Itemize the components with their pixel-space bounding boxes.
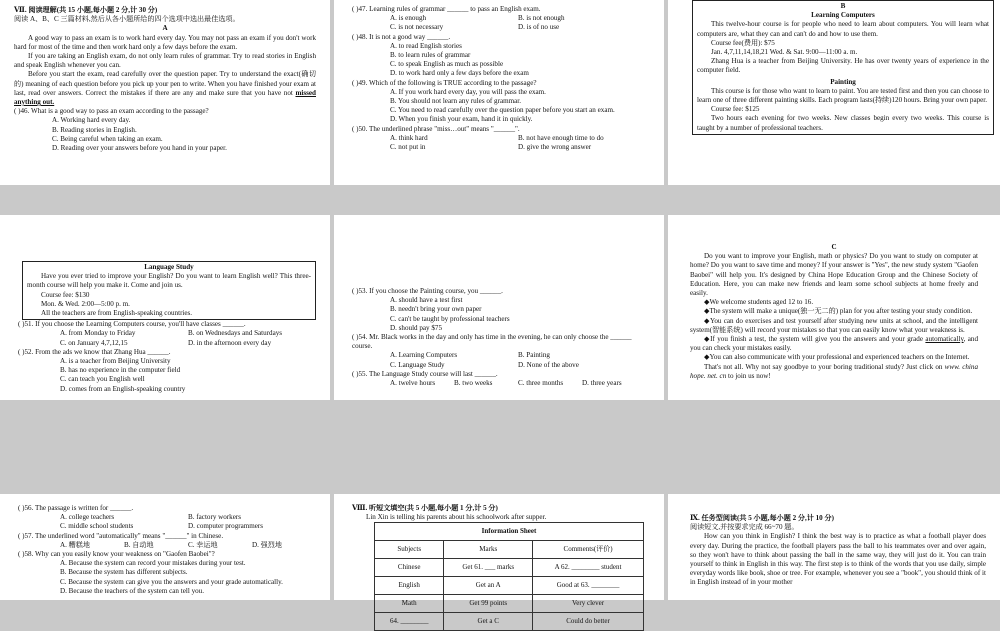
option: C. You need to read carefully over the question paper before you start an exam. bbox=[390, 106, 615, 115]
question: ( )49. Which of the following is TRUE according to the passage? bbox=[352, 78, 537, 87]
option-row: A. think hard B. not have enough time to do bbox=[390, 133, 604, 142]
option-row: A. Learning Computers B. Painting bbox=[390, 351, 550, 360]
question: ( )47. Learning rules of grammar ______ to pass an English exam. bbox=[352, 5, 541, 13]
passage-label: A bbox=[162, 24, 168, 33]
table-cell: Get 61. ___ marks bbox=[444, 559, 533, 577]
ad-time: Jan. 4,7,11,14,18,21 Wed. & Sat. 9:00—11:00 a. m. bbox=[711, 48, 858, 57]
option: D. should pay $75 bbox=[390, 323, 443, 332]
option: A. to read English stories bbox=[390, 41, 462, 50]
table-cell: Chinese bbox=[375, 559, 444, 577]
section-header: Ⅸ. 任务型阅读(共 5 小题,每小题 2 分,计 10 分) bbox=[690, 514, 834, 522]
underlined-word: automatically bbox=[925, 335, 964, 344]
ad-body: Have you ever tried to improve your English? Do you want to learn English well? This three-month course will help you make it. Come and join us. bbox=[27, 272, 311, 290]
option-row: A. twelve hours B. two weeks C. three months D. three years bbox=[390, 379, 622, 388]
ad-title: Painting bbox=[830, 77, 856, 86]
bullet-point: ◆If you finish a test, the system will give you the answers and your grade automatically, and you can check your mistakes easily. bbox=[690, 335, 978, 353]
ads-box bbox=[22, 261, 316, 320]
instruction: 阅读短文,并按要求完成 66~70 题。 bbox=[690, 523, 799, 532]
option: B. needn't bring your own paper bbox=[390, 305, 482, 314]
option: D. Because the teachers of the system can tell you. bbox=[60, 586, 204, 595]
passage-paragraph: A good way to pass an exam is to work hard every day. You may not pass an exam if you don't work hard for most of the time and then work hard only a few days before the exam. bbox=[14, 33, 316, 51]
table-cell: Get an A bbox=[444, 577, 533, 595]
table-cell: Could do better bbox=[533, 613, 644, 631]
ad-fee: Course fee(费用): $75 bbox=[711, 38, 775, 47]
question: ( )52. From the ads we know that Zhang Hua ______. bbox=[18, 347, 171, 356]
option: C. Because the system can give you the answers and your grade automatically. bbox=[60, 577, 283, 586]
page-panel-9 bbox=[668, 494, 1000, 600]
table-title: Information Sheet bbox=[375, 523, 644, 541]
question: ( )55. The Language Study course will last ______. bbox=[352, 369, 498, 378]
column-header: Marks bbox=[444, 541, 533, 559]
page-panel-5 bbox=[334, 215, 664, 400]
ad-title: Language Study bbox=[144, 263, 194, 271]
information-sheet-table bbox=[374, 522, 644, 631]
option: C. can't be taught by professional teachers bbox=[390, 314, 510, 323]
table-header-row bbox=[375, 541, 644, 559]
column-header: Comments(评价) bbox=[533, 541, 644, 559]
option-row: C. Language Study D. None of the above bbox=[390, 360, 579, 369]
option: A. is a teacher from Beijing University bbox=[60, 357, 171, 366]
instruction: 阅读 A、B、C 三篇材料,然后从各小题所给的四个选项中选出最佳选项。 bbox=[14, 15, 240, 24]
ad-body: This course is for those who want to learn to paint. You are tested first and then you can choose to learn one of three different painting skills. Each program lasts(持续)120 hours. Bring your own paper. bbox=[697, 86, 989, 105]
option: D. Reading over your answers before you hand in your paper. bbox=[52, 144, 227, 153]
option: C. to speak English as much as possible bbox=[390, 60, 504, 69]
option-row: C. not put in D. give the wrong answer bbox=[390, 143, 592, 152]
bullet-point: ◆The system will make a unique(独一无二的) plan for you after testing your study condition. bbox=[704, 307, 973, 316]
passage-paragraph: Do you want to improve your English, math or physics? Do you want to study on computer at home? Do you want to save time and money? If your answer is "Yes", the new study system "Gaofen Baobei" will help you. It's designed by China Hope Education Group and the Chinese Society of Education. Here, you can make new friends and learn some school subjects at home freely and easily. bbox=[690, 252, 978, 298]
ad-time: Two hours each evening for two weeks. New classes begin every two weeks. This course is taught by a number of professional teachers. bbox=[697, 114, 989, 132]
option-row: A. 糟糕地 B. 自动地 C. 幸运地 D. 强烈地 bbox=[60, 540, 282, 549]
ad-teacher: Zhang Hua is a teacher from Beijing University. He has over twenty years of experience in the computer field. bbox=[697, 57, 989, 75]
table-cell: Very clever bbox=[533, 595, 644, 613]
passage-paragraph: How can you think in English? I think the best way is to practice as what a football player does every day. During the practice, the football players pass the ball to his teammates over and over again, so they won't have to think about passing the ball in the same way, they will just do it. You can train yourself to think in English in this way. The first step is to think of the words that you use daily, simple everyday words like book, shoe or tree. For example, whenever you see a "book", you should think of it in English instead of in your mother bbox=[690, 532, 986, 587]
table-cell: Get a C bbox=[444, 613, 533, 631]
question: ( )50. The underlined phrase "miss…out" means "______". bbox=[352, 124, 520, 133]
page-panel-4 bbox=[0, 215, 330, 400]
bullet-point: ◆You can also communicate with your professional and experienced teachers on the Internet. bbox=[704, 353, 970, 362]
question: ( )54. Mr. Black works in the day and only has time in the evening, he can only choose the ______ course. bbox=[352, 333, 632, 351]
website-link[interactable]: www. china hope. net. cn bbox=[690, 362, 978, 380]
intro-line: Lin Xin is telling his parents about his schoolwork after supper. bbox=[366, 513, 547, 522]
question: ( )46. What is a good way to pass an exam according to the passage? bbox=[14, 107, 209, 116]
table-row bbox=[375, 559, 644, 577]
ad-fee: Course fee: $130 bbox=[41, 290, 90, 299]
option: A. Because the system can record your mistakes during your test. bbox=[60, 559, 246, 568]
section-header: Ⅶ. 阅读理解(共 15 小题,每小题 2 分,计 30 分) bbox=[14, 6, 158, 14]
table-row bbox=[375, 577, 644, 595]
page-panel-2 bbox=[334, 0, 664, 185]
underlined-phrase: missed anything out. bbox=[14, 88, 316, 107]
passage-paragraph: Before you start the exam, read carefully over the question paper. Try to understand the exact(确切的) meaning of each question before you pick up your pen to write. When you have finished your exam at last, read over answers. Correct the mistakes if there are any and make sure that you have not missed anything out. bbox=[14, 70, 316, 107]
table-cell: Good at 63. ________ bbox=[533, 577, 644, 595]
option-row: C. on January 4,7,12,15 D. in the afternoon every day bbox=[60, 338, 272, 347]
ad-fee: Course fee: $125 bbox=[711, 105, 760, 114]
option: A. If you work hard every day, you will pass the exam. bbox=[390, 87, 546, 96]
option-row: A. college teachers B. factory workers bbox=[60, 513, 241, 522]
ad-teachers: All the teachers are from English-speaking countries. bbox=[41, 309, 193, 318]
table-cell: English bbox=[375, 577, 444, 595]
question: ( )56. The passage is written for ______. bbox=[18, 504, 134, 512]
option: A. Working hard every day. bbox=[52, 116, 131, 125]
option: B. You should not learn any rules of grammar. bbox=[390, 97, 522, 106]
option: C. Being careful when taking an exam. bbox=[52, 134, 163, 143]
ad-title: Learning Computers bbox=[811, 11, 875, 20]
page-panel-6 bbox=[668, 215, 1000, 400]
table-cell: Math bbox=[375, 595, 444, 613]
bullet-point: ◆We welcome students aged 12 to 16. bbox=[704, 298, 814, 307]
question: ( )48. It is not a good way ______. bbox=[352, 32, 451, 41]
page-panel-8 bbox=[334, 494, 664, 626]
section-header: Ⅷ. 听短文填空(共 5 小题,每小题 1 分,计 5 分) bbox=[352, 504, 498, 512]
option-row: A. from Monday to Friday B. on Wednesdays and Saturdays bbox=[60, 329, 283, 338]
passage-label: C bbox=[831, 243, 837, 251]
question: ( )51. If you choose the Learning Computers course, you'll have classes ______. bbox=[18, 320, 246, 329]
ad-body: This twelve-hour course is for people who need to learn about computers. You will learn what computers are, what they can and can't do and how to use them. bbox=[697, 20, 989, 38]
option: D. When you finish your exam, hand it in quickly. bbox=[390, 115, 533, 124]
table-cell: A 62. ________ student bbox=[533, 559, 644, 577]
option-row: C. middle school students D. computer programmers bbox=[60, 522, 264, 531]
table-cell: 64. ________ bbox=[375, 613, 444, 631]
option-row: A. is enough B. is not enough bbox=[390, 14, 565, 23]
table-cell: Get 99 points bbox=[444, 595, 533, 613]
ads-box bbox=[692, 0, 994, 135]
question: ( )53. If you choose the Painting course, you ______. bbox=[352, 287, 503, 295]
page-panel-1 bbox=[0, 0, 330, 185]
bullet-point: ◆You can do exercises and test yourself after studying new units at school, and the intelligent system(智能系统) will record your mistakes so that you can easily know what your weakness is. bbox=[690, 316, 978, 334]
option: A. should have a test first bbox=[390, 296, 463, 305]
passage-paragraph: If you are taking an English exam, do not only learn rules of grammar. Try to read stories in English and speak English whenever you can. bbox=[14, 52, 316, 70]
option: B. to learn rules of grammar bbox=[390, 51, 471, 60]
option: B. Reading stories in English. bbox=[52, 125, 137, 134]
table-row bbox=[375, 595, 644, 613]
option: C. can teach you English well bbox=[60, 375, 145, 384]
question: ( )58. Why can you easily know your weakness on "Gaofen Baobei"? bbox=[18, 550, 215, 559]
column-header: Subjects bbox=[375, 541, 444, 559]
ad-time: Mon. & Wed. 2:00—5:00 p. m. bbox=[41, 299, 130, 308]
passage-label: B bbox=[840, 2, 846, 10]
page-panel-3 bbox=[668, 0, 1000, 185]
page-panel-7 bbox=[0, 494, 330, 600]
option: D. comes from an English-speaking country bbox=[60, 384, 186, 393]
option: B. has no experience in the computer field bbox=[60, 366, 181, 375]
closing-paragraph: That's not all. Why not say goodbye to your boring traditional study? Just click on www. china hope. net. cn to join us now! bbox=[690, 362, 978, 380]
option: D. to work hard only a few days before the exam bbox=[390, 69, 529, 78]
question: ( )57. The underlined word "automatically" means "______" in Chinese. bbox=[18, 531, 224, 540]
table-row bbox=[375, 613, 644, 631]
option-row: C. is not necessary D. is of no use bbox=[390, 23, 560, 32]
option: B. Because the system has different subjects. bbox=[60, 568, 188, 577]
